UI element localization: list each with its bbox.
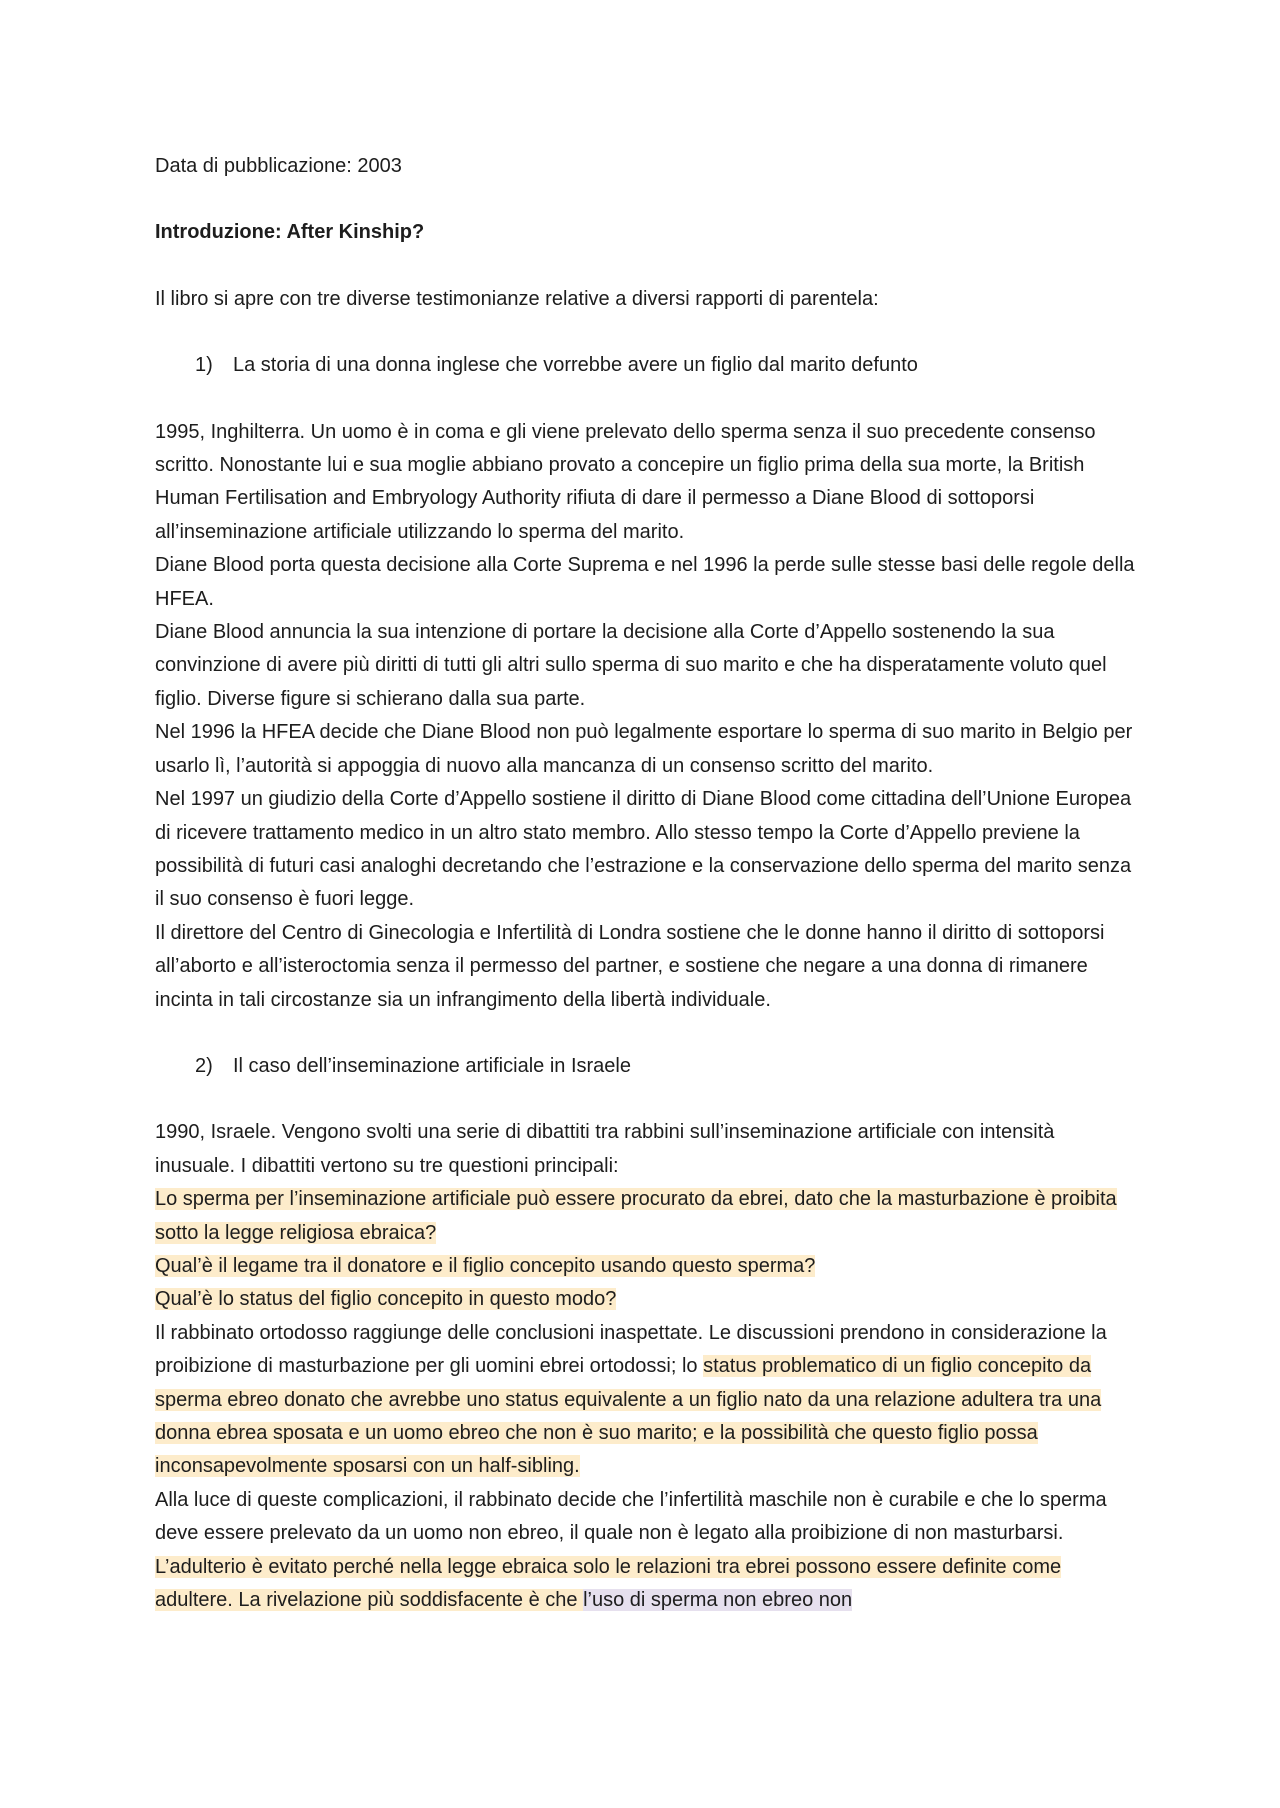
list-item-2-text: Il caso dell’inseminazione artificiale in Israele — [233, 1054, 631, 1077]
list-item-1-text: La storia di una donna inglese che vorrebbe avere un figlio dal marito defunto — [233, 354, 918, 377]
highlighted-text: status problematico di un figlio concepito da sperma ebreo donato che avrebbe uno status equivalente a un figlio nato da una relazione adultera tra una donna ebrea sposata e un uomo ebreo che non è suo marito; e la possibilità che questo figlio possa inconsapevolmente sposarsi con un half-sibling. — [155, 1355, 1102, 1478]
israel-question-3 — [155, 1283, 1135, 1316]
israel-paragraph-3 — [155, 1484, 1135, 1618]
israel-question-1 — [155, 1183, 1135, 1250]
blood-paragraph-2: Diane Blood porta questa decisione alla Corte Suprema e nel 1996 la perde sulle stesse basi delle regole della HFEA. — [155, 554, 1135, 610]
section-heading: Introduzione: After Kinship? — [155, 221, 425, 244]
blood-paragraph-4: Nel 1996 la HFEA decide che Diane Blood non può legalmente esportare lo sperma di suo marito in Belgio per usarlo lì, l’autorità si appoggia di nuovo alla mancanza di un consenso scritto del marito. — [155, 721, 1133, 777]
blood-paragraph-3: Diane Blood annuncia la sua intenzione di portare la decisione alla Corte d’Appello sostenendo la sua convinzione di avere più diritti di tutti gli altri sullo sperma di suo marito e che ha disperatamente voluto quel figlio. Diverse figure si schierano dalla sua parte. — [155, 621, 1107, 710]
highlighted-text: Qual’è il legame tra il donatore e il figlio concepito usando questo sperma? — [155, 1254, 816, 1277]
document-page — [155, 150, 1135, 1617]
paragraph-text: Il rabbinato ortodosso raggiunge delle conclusioni inaspettate. Le discussioni prendono in considerazione la proibizione di masturbazione per gli uomini ebrei ortodossi; lo — [155, 1321, 1107, 1378]
highlighted-text-violet: l’uso di sperma non ebreo non — [583, 1589, 853, 1612]
list-item-2 — [155, 1050, 1135, 1083]
intro-paragraph: Il libro si apre con tre diverse testimonianze relative a diversi rapporti di parentela: — [155, 287, 879, 310]
list-item-1-number: 1) — [195, 354, 213, 377]
list-item-1 — [155, 349, 1135, 382]
paragraph-text: Alla luce di queste complicazioni, il rabbinato decide che l’infertilità maschile non è curabile e che lo sperma deve essere prelevato da un uomo non ebreo, il quale non è legato alla proibizione di non masturbarsi. — [155, 1488, 1107, 1545]
blood-paragraph-6: Il direttore del Centro di Ginecologia e Infertilità di Londra sostiene che le donne hanno il diritto di sottoporsi all’aborto e all’isteroctomia senza il permesso del partner, e sostiene che negare a una donna di rimanere incinta in tali circostanze sia un infrangimento della libertà individuale. — [155, 921, 1105, 1011]
highlighted-text: Qual’è lo status del figlio concepito in questo modo? — [155, 1288, 617, 1311]
israel-question-2 — [155, 1250, 1135, 1283]
israel-paragraph-2 — [155, 1317, 1135, 1484]
publication-date: Data di pubblicazione: 2003 — [155, 155, 402, 177]
blood-paragraph-1: 1995, Inghilterra. Un uomo è in coma e gli viene prelevato dello sperma senza il suo precedente consenso scritto. Nonostante lui e sua moglie abbiano provato a concepire un figlio prima della sua morte, la British Human Fertilisation and Embryology Authority rifiuta di dare il permesso a Diane Blood di sottoporsi all’inseminazione artificiale utilizzando lo sperma del marito. — [155, 420, 1096, 543]
blood-paragraph-5: Nel 1997 un giudizio della Corte d’Appello sostiene il diritto di Diane Blood come cittadina dell’Unione Europea di ricevere trattamento medico in un altro stato membro. Allo stesso tempo la Corte d’Appello previene la possibilità di futuri casi analoghi decretando che l’estrazione e la conservazione dello sperma del marito senza il suo consenso è fuori legge. — [155, 788, 1132, 911]
highlighted-text: L’adulterio è evitato perché nella legge ebraica solo le relazioni tra ebrei possono essere definite come adultere. La rivelazione più soddisfacente è che — [155, 1555, 1062, 1612]
highlighted-text: Lo sperma per l’inseminazione artificiale può essere procurato da ebrei, dato che la masturbazione è proibita sotto la legge religiosa ebraica? — [155, 1188, 1117, 1244]
list-item-2-number: 2) — [195, 1054, 213, 1077]
israel-paragraph-1: 1990, Israele. Vengono svolti una serie di dibattiti tra rabbini sull’inseminazione artificiale con intensità inusuale. I dibattiti vertono su tre questioni principali: — [155, 1121, 1055, 1177]
